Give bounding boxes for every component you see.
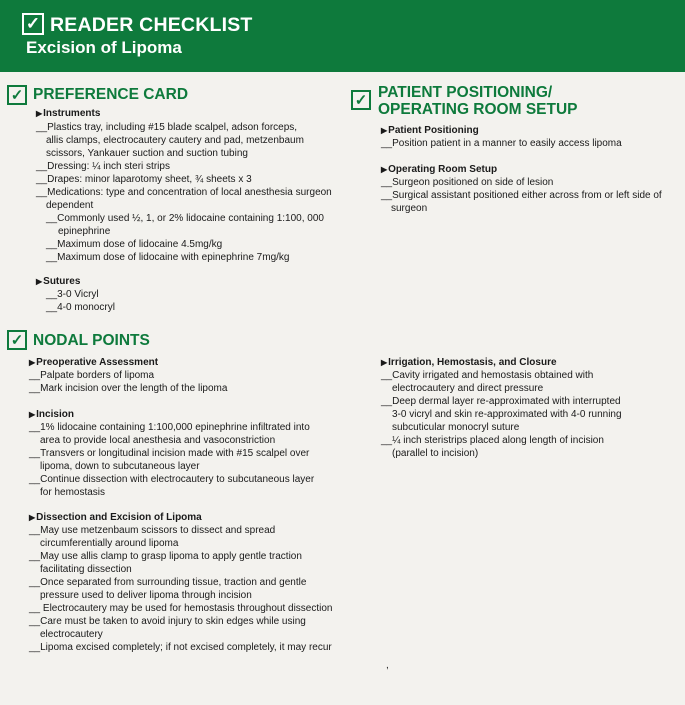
- subheading-preoperative: ▶Preoperative Assessment: [29, 357, 159, 368]
- list-item: __Drapes: minor laparotomy sheet, ¾ sheets x 3: [36, 174, 252, 185]
- list-item: __Transvers or longitudinal incision made with #15 scalpel over: [29, 448, 310, 459]
- list-item: __Cavity irrigated and hemostasis obtained with: [381, 370, 594, 381]
- list-item: __May use metzenbaum scissors to dissect and spread: [29, 525, 276, 536]
- subheading-instruments: ▶Instruments: [36, 108, 101, 119]
- list-item: __Once separated from surrounding tissue, traction and gentle: [29, 577, 307, 588]
- page-title: READER CHECKLIST: [50, 14, 253, 36]
- subheading-or-setup: ▶Operating Room Setup: [381, 164, 498, 175]
- list-item: epinephrine: [58, 226, 111, 237]
- section-title-positioning-line1: PATIENT POSITIONING/: [378, 84, 553, 101]
- list-item: __ Electrocautery may be used for hemostasis throughout dissection: [29, 603, 333, 614]
- stray-mark: ,: [386, 660, 389, 671]
- list-item: allis clamps, electrocautery cautery and pad, metzenbaum: [46, 135, 304, 146]
- list-item: __Lipoma excised completely; if not excised completely, it may recur: [29, 642, 332, 653]
- list-item: __Surgeon positioned on side of lesion: [381, 177, 554, 188]
- list-item: __¼ inch steristrips placed along length of incision: [381, 435, 604, 446]
- list-item: surgeon: [391, 203, 428, 214]
- header-banner: [0, 0, 685, 72]
- list-item: 3-0 vicryl and skin re-approximated with 4-0 running: [392, 409, 622, 420]
- list-item: __Maximum dose of lidocaine 4.5mg/kg: [46, 239, 223, 250]
- list-item: __Medications: type and concentration of local anesthesia surgeon: [36, 187, 332, 198]
- list-item: circumferentially around lipoma: [40, 538, 179, 549]
- list-item: __Maximum dose of lidocaine with epinephrine 7mg/kg: [46, 252, 290, 263]
- list-item: facilitating dissection: [40, 564, 132, 575]
- checkbox-icon: ✓: [7, 85, 27, 105]
- subheading-patient-positioning: ▶Patient Positioning: [381, 125, 479, 136]
- list-item: electrocautery: [40, 629, 103, 640]
- list-item: __Position patient in a manner to easily access lipoma: [381, 138, 622, 149]
- subheading-sutures: ▶Sutures: [36, 276, 81, 287]
- list-item: __Commonly used ½, 1, or 2% lidocaine containing 1:100, 000: [46, 213, 324, 224]
- list-item: for hemostasis: [40, 487, 106, 498]
- list-item: lipoma, down to subcutaneous layer: [40, 461, 200, 472]
- subheading-dissection: ▶Dissection and Excision of Lipoma: [29, 512, 202, 523]
- list-item: __Mark incision over the length of the lipoma: [29, 383, 228, 394]
- subheading-closure: ▶Irrigation, Hemostasis, and Closure: [381, 357, 557, 368]
- list-item: __1% lidocaine containing 1:100,000 epinephrine infiltrated into: [29, 422, 310, 433]
- checkbox-icon: ✓: [351, 90, 371, 110]
- list-item: dependent: [46, 200, 94, 211]
- section-title-preference-card: PREFERENCE CARD: [33, 86, 189, 103]
- list-item: __Dressing: ¼ inch steri strips: [36, 161, 170, 172]
- list-item: __Plastics tray, including #15 blade scalpel, adson forceps,: [36, 122, 298, 133]
- subheading-incision: ▶Incision: [29, 409, 74, 420]
- checkbox-icon: ✓: [22, 13, 44, 35]
- list-item: pressure used to deliver lipoma through incision: [40, 590, 252, 601]
- section-title-nodal-points: NODAL POINTS: [33, 332, 150, 349]
- section-title-positioning-line2: OPERATING ROOM SETUP: [378, 101, 578, 118]
- list-item: scissors, Yankauer suction and suction tubing: [46, 148, 248, 159]
- list-item: __Deep dermal layer re-approximated with interrupted: [381, 396, 621, 407]
- list-item: __Palpate borders of lipoma: [29, 370, 155, 381]
- list-item: __Care must be taken to avoid injury to skin edges while using: [29, 616, 306, 627]
- list-item: __Continue dissection with electrocautery to subcutaneous layer: [29, 474, 315, 485]
- list-item: electrocautery and direct pressure: [392, 383, 544, 394]
- list-item: (parallel to incision): [392, 448, 479, 459]
- list-item: __Surgical assistant positioned either across from or left side of: [381, 190, 662, 201]
- list-item: subcuticular monocryl suture: [392, 422, 520, 433]
- list-item: __4-0 monocryl: [46, 302, 115, 313]
- list-item: area to provide local anesthesia and vasoconstriction: [40, 435, 276, 446]
- checkbox-icon: ✓: [7, 330, 27, 350]
- list-item: __May use allis clamp to grasp lipoma to apply gentle traction: [29, 551, 302, 562]
- page-subtitle: Excision of Lipoma: [26, 38, 182, 57]
- list-item: __3-0 Vicryl: [46, 289, 99, 300]
